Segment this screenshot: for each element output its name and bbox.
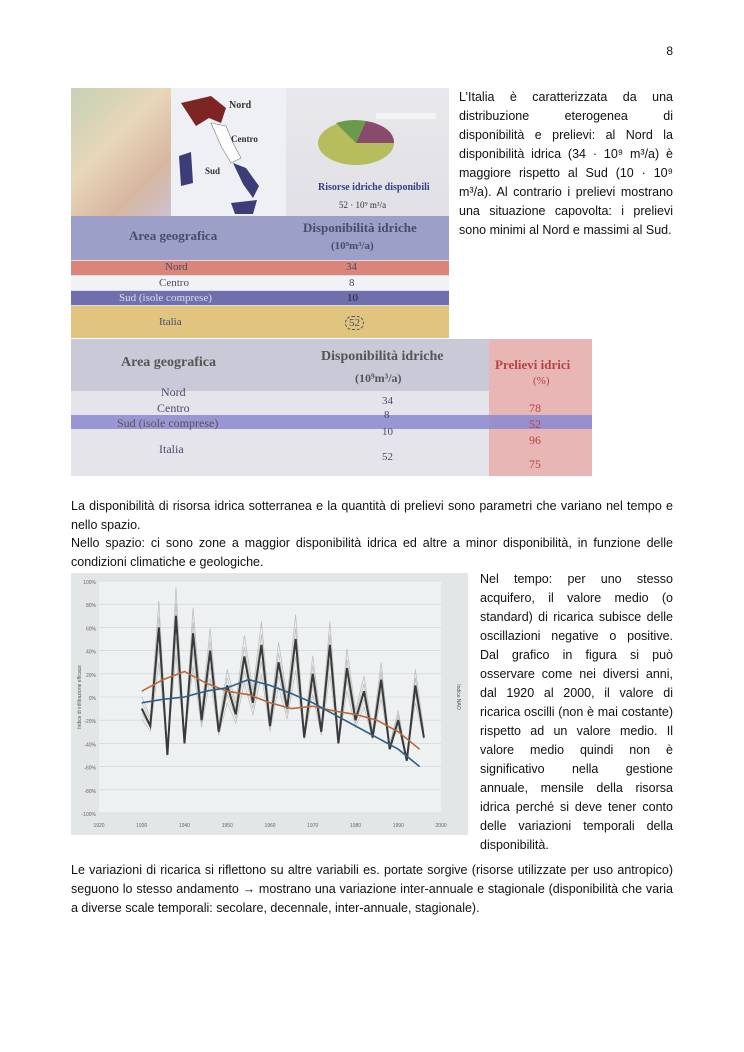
table-header-unit: (10⁹m³/a) — [331, 240, 374, 252]
table2-row-centro-area: Centro — [157, 401, 190, 415]
x-tick-label: 1960 — [264, 823, 276, 829]
space-paragraph: Nello spazio: ci sono zone a maggior disponibilità idrica ed altre a minor disponibilità, in funzione delle condizioni climatiche e geologiche. — [71, 536, 673, 569]
row-nord-area: Nord — [165, 261, 188, 273]
y-tick-label: -40% — [84, 742, 96, 749]
recharge-variation-paragraph: Le variazioni di ricarica si riflettono su altre variabili es. portate sorgive (risorse utilizzate per uso antropico) seguono lo stesso andamento → mostrano una variazione inter-annuale e stagionale (disponibilità che varia a diverse scale temporali: secolare, decennale, inter-annuale, stagionale). — [71, 863, 673, 915]
row-italia-band — [71, 306, 449, 338]
table2-header-unit: (10⁹m³/a) — [355, 371, 402, 385]
table2-row-centro-prel: 52 — [529, 417, 541, 431]
y2-axis-label: Indice NAO — [455, 684, 461, 710]
table-header-disp: Disponibilità idriche — [303, 220, 417, 235]
table-header-area: Area geografica — [129, 228, 218, 243]
map-label-nord: Nord — [229, 100, 252, 111]
table2-row-nord-value: 34 — [382, 395, 393, 407]
table2-row-sud-prel: 96 — [529, 433, 541, 447]
map-label-sud: Sud — [205, 166, 221, 176]
table2-row-sud-value: 10 — [382, 426, 393, 438]
table2-header-prel-unit: (%) — [533, 375, 550, 387]
y-tick-label: 20% — [85, 672, 96, 679]
row-centro-band — [71, 276, 449, 290]
table2-row-italia-prel: 75 — [529, 457, 541, 471]
y-tick-label: 100% — [83, 580, 96, 586]
italy-geology-map — [71, 88, 171, 228]
variation-paragraph: La disponibilità di risorsa idrica sotterranea e la quantità di prelievi sono parametri che variano nel tempo e nello spazio. — [71, 499, 673, 532]
row-sud-value: 10 — [347, 292, 358, 304]
pie-total: 52 · 10⁹ m³/a — [339, 200, 387, 210]
recharge-chart-photo — [71, 573, 468, 835]
row-nord-band — [71, 261, 449, 275]
row-italia-value: 52 — [345, 316, 364, 330]
x-tick-label: 1940 — [178, 823, 191, 829]
row-centro-value: 8 — [349, 277, 355, 289]
recharge-chart — [71, 573, 468, 835]
page-number: 8 — [666, 44, 673, 58]
y-tick-label: 80% — [85, 603, 96, 610]
map-label-centro: Centro — [231, 134, 258, 144]
y-tick-label: 40% — [85, 649, 96, 656]
row-centro-area: Centro — [159, 277, 189, 289]
x-tick-label: 2000 — [435, 823, 447, 829]
x-tick-label: 1980 — [349, 823, 362, 829]
x-tick-label: 1930 — [136, 823, 148, 829]
italy-water-resources-photo — [71, 88, 449, 338]
table2-row-nord-prel: 78 — [529, 401, 541, 415]
row-italia-area: Italia — [159, 316, 182, 328]
x-tick-label: 1950 — [221, 823, 233, 829]
availability-withdrawals-table-photo — [71, 339, 592, 476]
table2-header-disp: Disponibilità idriche — [321, 349, 444, 364]
time-paragraph: Nel tempo: per uno stesso acquifero, il valore medio (o standard) di ricarica subisce delle oscillazioni negative o positive. Dal grafico in figura si può osservare come nei diversi anni, dal 1920 al 2000, il valore di ricarica oscilli (non è mai costante) rispetto ad un valore medio. Il valore medio quindi non è significativo nella gestione annuale, mensile della risorsa idrica perché si deve tener conto delle variazioni temporali della disponibilità. — [480, 572, 673, 852]
table2-row-centro-value: 8 — [384, 409, 390, 421]
row-nord-value: 34 — [346, 261, 357, 273]
x-tick-label: 1920 — [93, 823, 105, 829]
table2-row-nord-area: Nord — [161, 385, 186, 399]
table2-row-italia-value: 52 — [382, 451, 393, 463]
italy-distribution-paragraph: L’Italia è caratterizzata da una distribuzione eterogenea di disponibilità e prelievi: al Nord la disponibilità idrica (34 · 10⁹ m³/a) è maggiore rispetto al Sud (10 · 10⁹ m³/a). Al contrario i prelievi mostrano una situazione capovolta: i prelievi sono minimi al Nord e massimi al Sud. — [459, 90, 673, 237]
table2-header-prel: Prelievi idrici — [495, 357, 571, 372]
x-tick-label: 1990 — [392, 823, 404, 829]
pie-caption: Risorse idriche disponibili — [318, 182, 430, 193]
y-tick-label: -80% — [84, 788, 96, 795]
y-tick-label: -20% — [84, 719, 96, 726]
table2-row-italia-area: Italia — [159, 442, 184, 456]
y-tick-label: 60% — [85, 626, 96, 633]
x-tick-label: 1970 — [307, 823, 319, 829]
y-tick-label: -60% — [84, 765, 96, 772]
y-axis-label: Indice di infiltrazione efficace — [77, 665, 83, 729]
table2-row-sud-area: Sud (isole comprese) — [117, 416, 219, 430]
table2-header-area: Area geografica — [121, 355, 216, 370]
y-tick-label: 0% — [88, 696, 96, 702]
row-sud-area: Sud (isole comprese) — [119, 292, 212, 304]
y-tick-label: -100% — [81, 812, 96, 818]
